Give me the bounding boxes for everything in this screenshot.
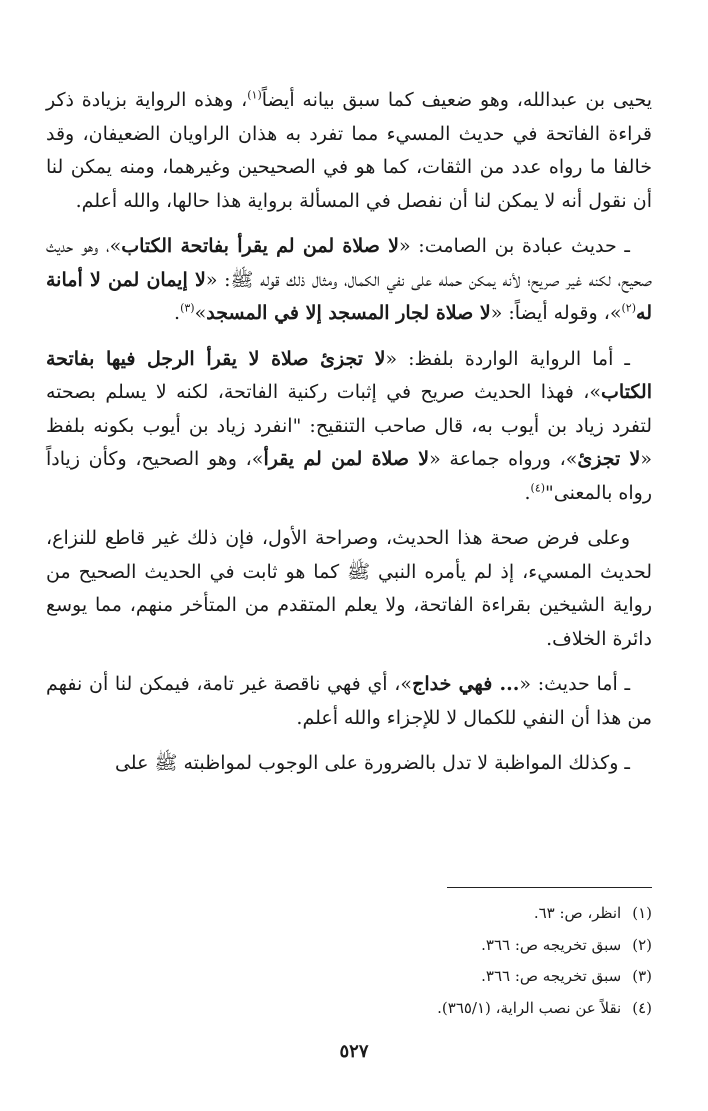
- footnote-1: [46, 898, 652, 930]
- text-run: ـ أما الرواية الواردة بلفظ: «: [385, 347, 630, 370]
- paragraph-5: [46, 668, 652, 735]
- footnote-ref-2[interactable]: (٢): [621, 301, 637, 315]
- hadith-quote: لا صلاة لجار المسجد إلا في المسجد: [206, 302, 491, 324]
- text-run: »، وهو حديث صحيح، لكنه غير صريح؛ لأنه يمكن حمله على نفي الكمال، ومثال ذلك قوله ﷺ: «: [46, 235, 652, 291]
- text-run: »، وهو الصحيح، وكأن زياداً رواه بالمعنى": [46, 448, 652, 504]
- hadith-quote: ... فهي خداج: [412, 673, 520, 695]
- footnote-divider: [447, 887, 652, 888]
- hadith-quote: لا تجزئ: [577, 448, 641, 470]
- footnote-text: سبق تخريجه ص: ٣٦٦.: [481, 967, 622, 985]
- footnote-ref-1[interactable]: (١): [247, 88, 262, 102]
- footnote-text: انظر، ص: ٦٣.: [533, 904, 622, 922]
- text-run: »، فهذا الحديث صريح في إثبات ركنية الفاتحة، لكنه لا يسلم بصحته لتفرد زياد بن أيوب به، قال صاحب التنقيح: "انفرد زياد بن أيوب بكونه بلفظ «: [46, 381, 653, 470]
- paragraph-2: [46, 230, 652, 331]
- text-run: يحيى بن عبدالله، وهو ضعيف كما سبق بيانه أيضاً: [261, 89, 652, 111]
- footnote-number: (٢): [632, 935, 652, 954]
- footnote-2: [46, 930, 652, 962]
- text-run: »، وقوله أيضاً: «: [490, 302, 622, 324]
- footnote-ref-3[interactable]: (٣): [180, 301, 195, 315]
- text-run: »: [194, 302, 207, 324]
- paragraph-6: ـ وكذلك المواظبة لا تدل بالضرورة على الوجوب لمواظبته ﷺ على: [114, 752, 630, 774]
- footnote-3: [46, 961, 652, 993]
- text-run: ، وهذه الرواية بزيادة ذكر قراءة الفاتحة في حديث المسيء مما تفرد به هذان الراويان الضعيفان، وقد خالفا ما رواه عدد من الثقات، كما هو في الصحيحين وغيرهما، ومنه يمكن لنا أن نقول أنه لا يمكن لنا أن نفصل في المسألة برواية هذا حالها، والله أعلم.: [46, 89, 652, 212]
- hadith-quote: لا إيمان لمن لا أمانة له: [46, 268, 652, 324]
- paragraph-3: [46, 343, 652, 511]
- hadith-quote: لا صلاة لمن لم يقرأ: [263, 448, 430, 470]
- footnotes: [46, 898, 652, 1024]
- footnote-text: سبق تخريجه ص: ٣٦٦.: [481, 935, 622, 954]
- text-run: ـ أما حديث: «: [519, 673, 631, 695]
- footnote-text: نقلاً عن نصب الراية، (٣٦٥/١).: [437, 998, 622, 1017]
- footnote-number: (١): [632, 904, 652, 922]
- footnote-ref-4[interactable]: (٤): [530, 481, 546, 495]
- footnote-number: (٤): [632, 998, 652, 1017]
- text-run: »، أي فهي ناقصة غير تامة، فيمكن لنا أن نفهم من هذا أن النفي للكمال لا للإجزاء والله أعلم.: [46, 673, 652, 729]
- text-run: ـ حديث عبادة بن الصامت: «: [398, 235, 630, 257]
- paragraph-4: وعلى فرض صحة هذا الحديث، وصراحة الأول، فإن ذلك غير قاطع للنزاع، لحديث المسيء، إذ لم يأمره النبي ﷺ كما هو ثابت في الحديث الصحيح من رواية الشيخين بقراءة الفاتحة، ولا يعلم المتقدم من المتأخر منهم، مما يوسع دائرة الخلاف.: [46, 527, 652, 650]
- paragraph-1: [46, 84, 652, 218]
- text-run: .: [524, 481, 531, 504]
- hadith-quote: لا صلاة لمن لم يقرأ بفاتحة الكتاب: [121, 235, 399, 257]
- footnote-number: (٣): [632, 967, 652, 985]
- text-run: »، ورواه جماعة «: [429, 448, 578, 470]
- footnote-4: [46, 993, 652, 1025]
- hadith-quote: لا تجزئ صلاة لا يقرأ الرجل فيها بفاتحة الكتاب: [46, 347, 652, 403]
- text-run: .: [174, 302, 181, 324]
- main-text: [46, 84, 652, 793]
- page-number: ٥٢٧: [339, 1041, 369, 1062]
